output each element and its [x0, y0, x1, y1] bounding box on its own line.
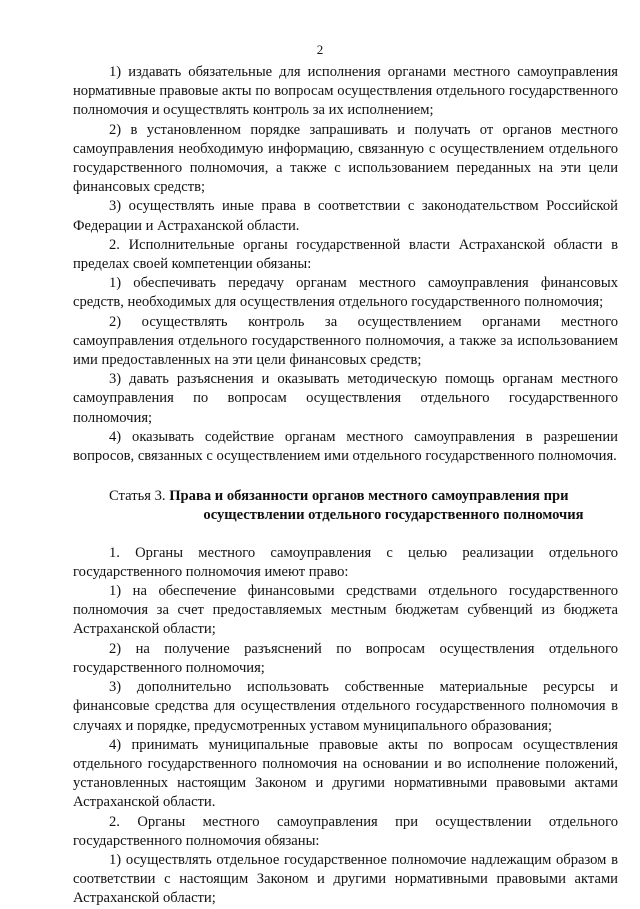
paragraph: 3) дополнительно использовать собственные материальные ресурсы и финансовые средства для осуществления отдельного государственного полномочия в случаях и порядке, предусмотренных уставом муниципального образования; [73, 679, 618, 734]
article-title-line1: Права и обязанности органов местного самоуправления при [169, 488, 569, 505]
article-title-line2: осуществлении отдельного государственного полномочия [203, 507, 584, 524]
article-label: Статья 3. [109, 488, 166, 505]
paragraph: 2) осуществлять контроль за осуществлением органами местного самоуправления отдельного государственного полномочия, а также за использованием ими предоставленных на эти цели финансовых средств; [73, 313, 618, 369]
paragraph: 4) оказывать содействие органам местного самоуправления в разрешении вопросов, связанных с осуществлением ими отдельного государственного полномочия. [73, 428, 618, 465]
paragraph: 1) на обеспечение финансовыми средствами отдельного государственного полномочия за счет предоставляемых местным бюджетам субвенций из бюджета Астраханской области; [73, 583, 618, 638]
page-number: 2 [316, 42, 324, 57]
paragraph: 1) издавать обязательные для исполнения органами местного самоуправления нормативные правовые акты по вопросам осуществления отдельного государственного полномочия и осуществлять контроль за их исполнением; [73, 64, 618, 119]
paragraph: 1) осуществлять отдельное государственное полномочие надлежащим образом в соответствии с настоящим Законом и другими нормативными правовыми актами Астраханской области; [73, 851, 618, 907]
document-body [73, 63, 618, 909]
paragraph: 2) на получение разъяснений по вопросам осуществления отдельного государственного полномочия; [73, 640, 618, 676]
paragraph: 2. Исполнительные органы государственной власти Астраханской области в пределах своей компетенции обязаны: [73, 236, 618, 273]
paragraph: 3) давать разъяснения и оказывать методическую помощь органам местного самоуправления по вопросам осуществления отдельного государственного полномочия; [73, 371, 618, 426]
article-heading [73, 487, 618, 525]
paragraph: 4) принимать муниципальные правовые акты по вопросам осуществления отдельного государственного полномочия на основании и во исполнение положений, установленных настоящим Законом и другими нормативными правовыми актами Астраханской области. [73, 736, 618, 811]
paragraph: 3) осуществлять иные права в соответствии с законодательством Российской Федерации и Астраханской области. [73, 198, 618, 234]
paragraph: 1. Органы местного самоуправления с целью реализации отдельного государственного полномочия имеют право: [73, 544, 618, 580]
paragraph: 1) обеспечивать передачу органам местного самоуправления финансовых средств, необходимых для осуществления отдельного государственного полномочия; [73, 275, 618, 311]
paragraph: 2) в установленном порядке запрашивать и получать от органов местного самоуправления необходимую информацию, связанную с осуществлением отдельного государственного полномочия, а также с использованием переданных на эти цели финансовых средств; [73, 121, 618, 196]
paragraph: 2. Органы местного самоуправления при осуществлении отдельного государственного полномочия обязаны: [73, 813, 618, 849]
